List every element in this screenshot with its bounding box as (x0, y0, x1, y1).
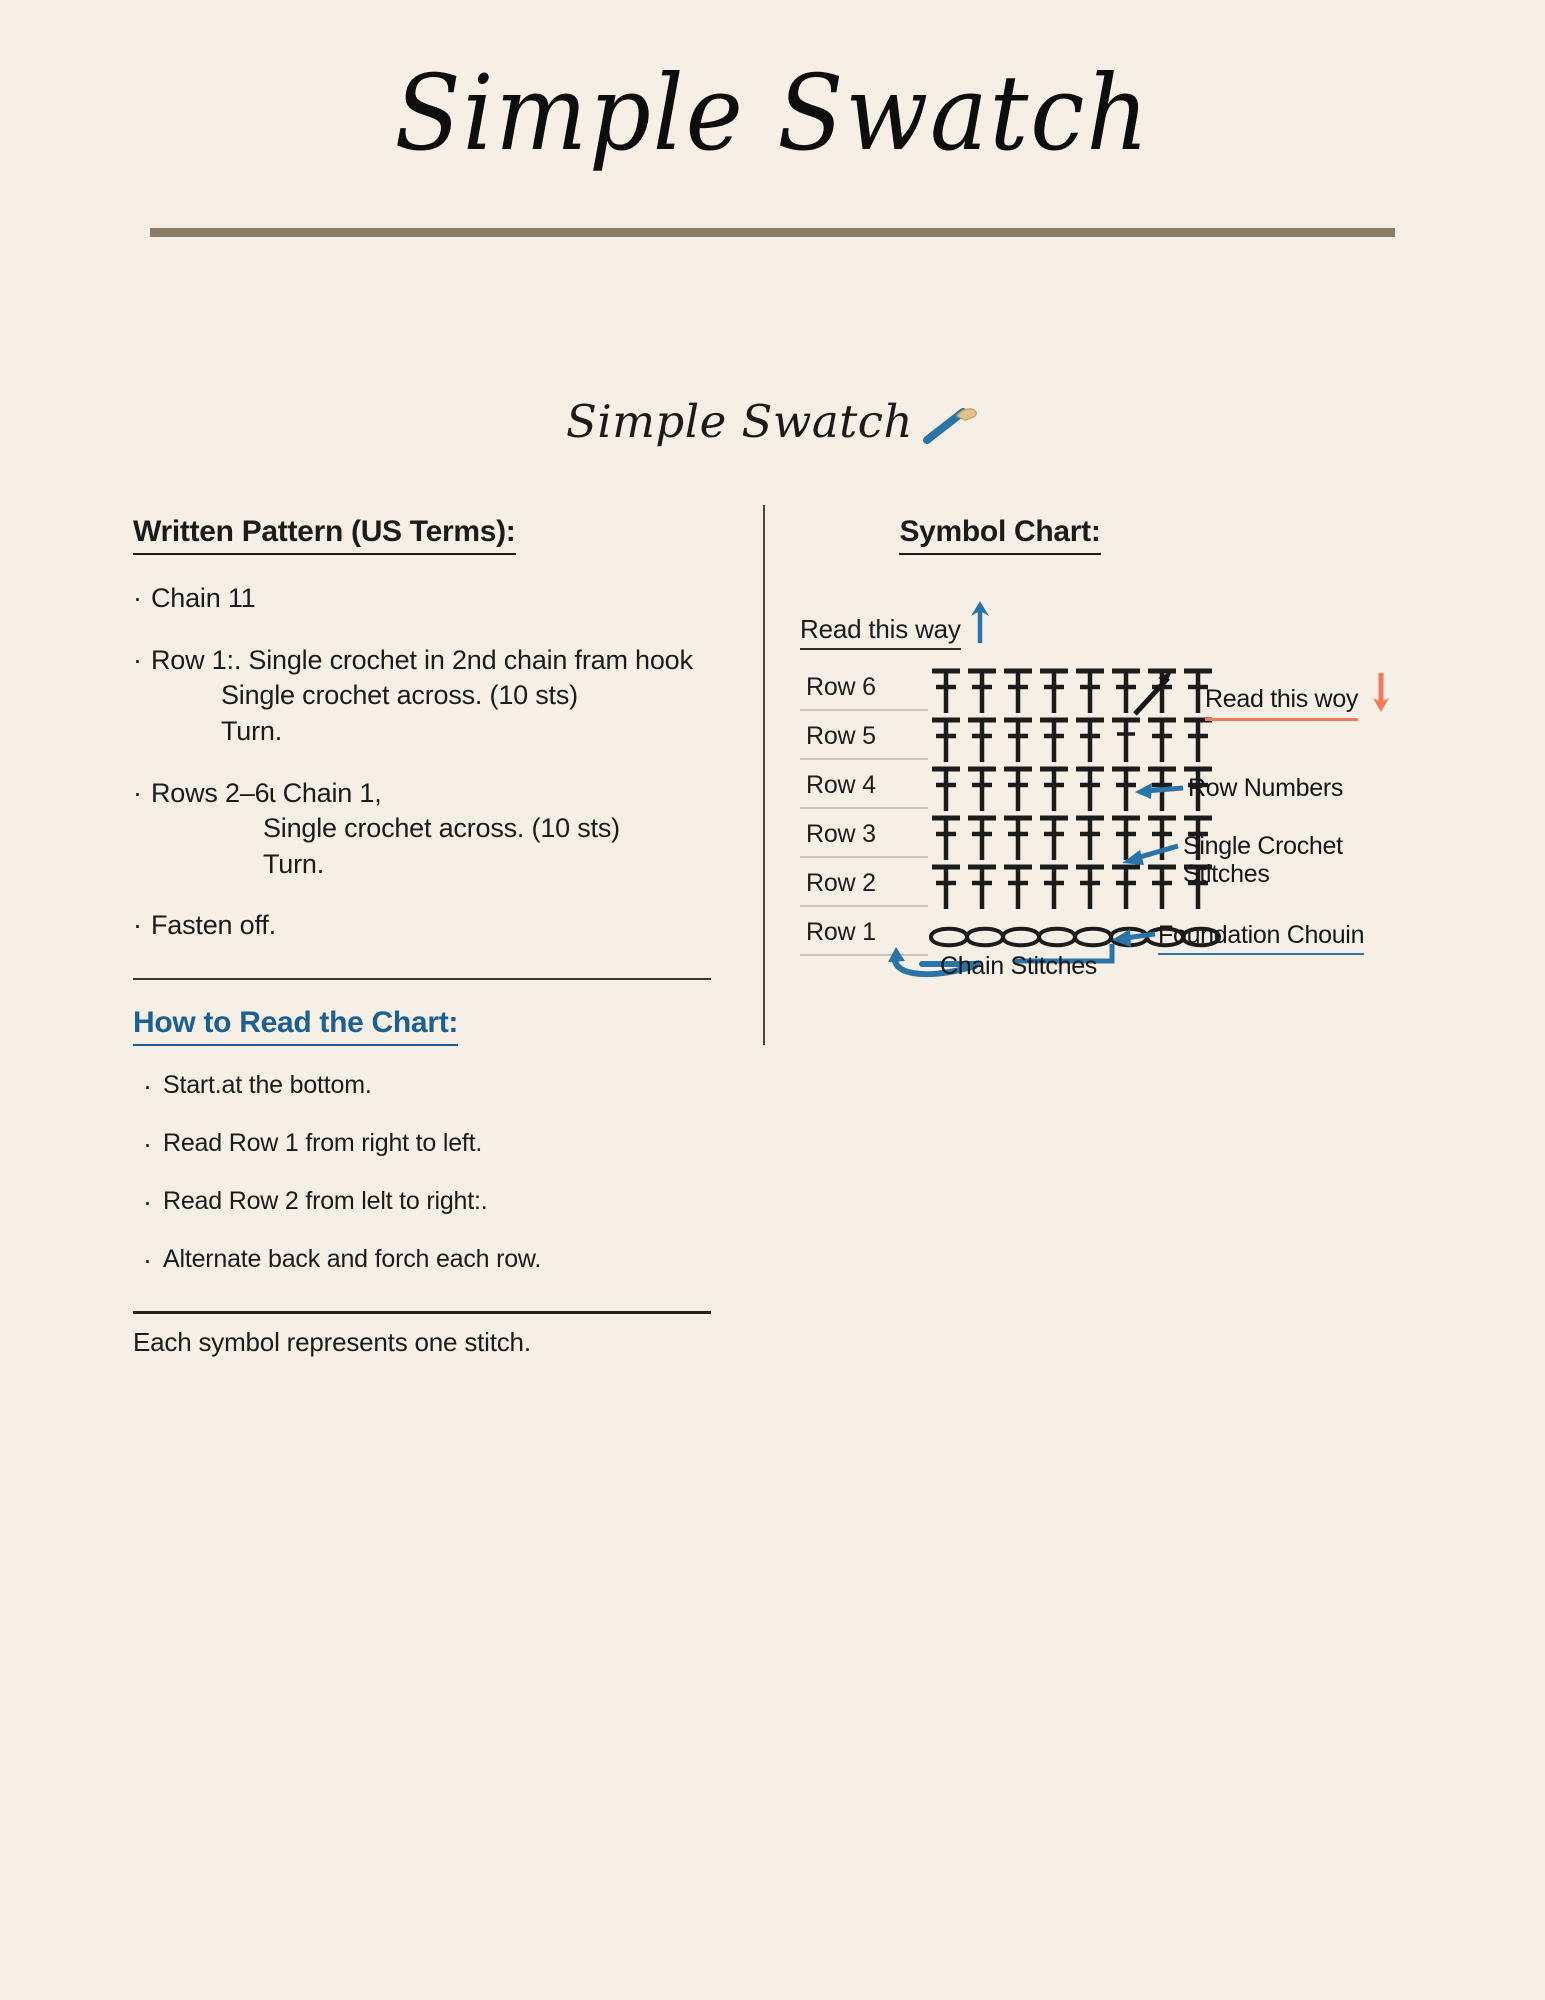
chart-row (800, 911, 1500, 960)
stitch-strip (928, 813, 1216, 862)
pattern-line: Fasten off. (151, 910, 276, 941)
bullet-marker: · (133, 583, 142, 613)
column-divider (763, 505, 765, 1045)
single-crochet-symbol (1036, 715, 1072, 764)
chart-row (800, 813, 1500, 862)
single-crochet-symbol (928, 813, 964, 862)
crochet-hook-icon (923, 400, 979, 444)
pattern-line: Chain 11 (151, 583, 256, 613)
single-crochet-symbol (928, 764, 964, 813)
row-label: Row 1 (800, 918, 928, 956)
single-crochet-symbol (1000, 862, 1036, 911)
single-crochet-symbol (964, 715, 1000, 764)
read-this-way-up-label: Read this way (800, 614, 961, 650)
single-crochet-symbol (1108, 862, 1144, 911)
row-label: Row 4 (800, 771, 928, 809)
how-to-text: Alternate back and forch each row. (163, 1245, 542, 1274)
chart-row (800, 666, 1500, 715)
row-numbers-annotation: Row Numbers (1188, 774, 1344, 802)
single-crochet-symbol (1072, 764, 1108, 813)
chart-row (800, 764, 1500, 813)
single-crochet-symbol (1108, 813, 1144, 862)
symbol-chart-section (800, 515, 1500, 980)
title-divider-rule (150, 228, 1395, 237)
chart-row (800, 715, 1500, 764)
single-crochet-symbol (1144, 764, 1180, 813)
how-to-item (133, 1243, 733, 1278)
single-crochet-symbol (1072, 715, 1108, 764)
bullet-marker: · (143, 1245, 152, 1276)
single-crochet-annotation-line1: Single Crochet (1183, 832, 1343, 860)
up-arrow-icon (967, 599, 993, 650)
pattern-line: Single crochet across. (10 sts) (221, 680, 578, 711)
single-crochet-symbol (928, 715, 964, 764)
single-crochet-symbol (1108, 764, 1144, 813)
read-this-way-down-group (1205, 673, 1391, 721)
single-crochet-symbol (1000, 715, 1036, 764)
stitch-strip (928, 764, 1216, 813)
read-this-way-down-label: Read this woy (1205, 685, 1358, 721)
single-crochet-symbol (1180, 715, 1216, 764)
single-crochet-symbol (1144, 862, 1180, 911)
pattern-item (133, 581, 733, 617)
bullet-marker: · (133, 644, 142, 675)
row-label: Row 5 (800, 722, 928, 760)
written-pattern-heading: Written Pattern (US Terms): (133, 515, 516, 555)
foundation-chain-annotation: Foundation Chouin (1158, 921, 1364, 955)
single-crochet-symbol (1036, 813, 1072, 862)
read-this-way-up-group (800, 599, 1500, 650)
single-crochet-symbol (1108, 666, 1144, 715)
section-separator (133, 978, 711, 980)
pattern-line: Single crochet across. (10 sts) (263, 813, 620, 844)
how-to-text: Read Row 1 from right to left. (163, 1129, 483, 1158)
single-crochet-symbol (1000, 764, 1036, 813)
single-crochet-symbol (964, 666, 1000, 715)
row-label: Row 2 (800, 869, 928, 907)
stitch-strip (928, 862, 1216, 911)
single-crochet-symbol (1072, 862, 1108, 911)
single-crochet-symbol (1000, 666, 1036, 715)
down-arrow-icon (1371, 673, 1391, 719)
single-crochet-symbol (1072, 666, 1108, 715)
symbol-chart-heading: Symbol Chart: (899, 515, 1100, 555)
single-crochet-symbol (1000, 813, 1036, 862)
chain-stitches-annotation: Chain Stitches (940, 952, 1097, 980)
symbol-chart-grid (800, 666, 1500, 980)
single-crochet-symbol (964, 813, 1000, 862)
single-crochet-annotation (1183, 832, 1343, 888)
single-crochet-symbol (1036, 862, 1072, 911)
bullet-marker: · (133, 910, 142, 941)
bullet-marker: · (143, 1129, 152, 1160)
page-title: Simple Swatch (394, 52, 1151, 174)
pattern-item (133, 908, 733, 944)
pattern-line: Row 1:. Single crochet in 2nd chain fram hook (151, 644, 693, 675)
subtitle-text: Simple Swatch (566, 395, 913, 448)
pattern-item (133, 776, 733, 883)
pattern-item (133, 643, 733, 750)
single-crochet-symbol (1072, 813, 1108, 862)
written-pattern-section (133, 515, 733, 1358)
chart-row (800, 862, 1500, 911)
how-to-text: Start.at the bottom. (163, 1071, 372, 1099)
stitch-strip (928, 715, 1216, 764)
how-to-item (133, 1185, 733, 1220)
footer-note: Each symbol represents one stitch. (133, 1326, 531, 1357)
pattern-line: Turn. (221, 715, 283, 746)
single-crochet-symbol (1144, 813, 1180, 862)
bullet-marker: · (143, 1187, 152, 1218)
single-crochet-symbol (964, 862, 1000, 911)
how-to-item (133, 1127, 733, 1162)
subtitle-block (0, 395, 1545, 448)
how-to-item (133, 1069, 733, 1104)
single-crochet-symbol (928, 666, 964, 715)
footer-separator (133, 1311, 711, 1314)
single-crochet-symbol (1108, 715, 1144, 764)
pattern-line: Rows 2–6ɩ Chain 1, (151, 777, 382, 808)
single-crochet-symbol (1036, 764, 1072, 813)
bullet-marker: · (133, 777, 142, 808)
single-crochet-symbol (928, 862, 964, 911)
single-crochet-annotation-line2: Stitches (1183, 860, 1270, 888)
single-crochet-symbol (1144, 666, 1180, 715)
pattern-line: Turn. (263, 848, 325, 879)
bullet-marker: · (143, 1071, 152, 1101)
how-to-text: Read Row 2 from lelt to right:. (163, 1187, 488, 1216)
single-crochet-symbol (964, 764, 1000, 813)
row-label: Row 6 (800, 673, 928, 711)
stitch-strip (928, 666, 1216, 715)
single-crochet-symbol (1144, 715, 1180, 764)
single-crochet-symbol (1036, 666, 1072, 715)
title-block (0, 52, 1545, 174)
how-to-read-heading: How to Read the Chart: (133, 1006, 458, 1046)
row-label: Row 3 (800, 820, 928, 858)
